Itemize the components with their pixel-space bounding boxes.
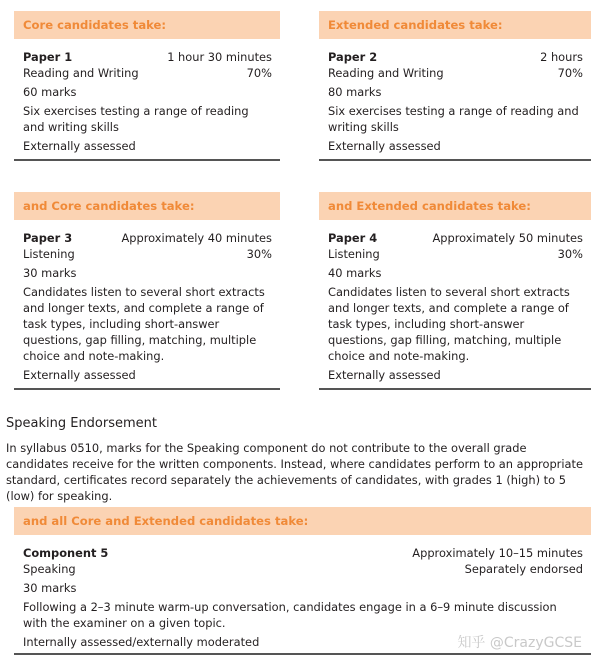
component-duration: Approximately 10–15 minutes (412, 546, 583, 560)
paper-subject: Reading and Writing (23, 66, 139, 80)
core-paper1-header: Core candidates take: (14, 11, 280, 39)
paper-marks: 40 marks (328, 266, 382, 280)
paper-marks: 80 marks (328, 85, 382, 99)
paper-weighting: 30% (246, 247, 272, 261)
paper-marks: 30 marks (23, 266, 77, 280)
paper-assessment: Externally assessed (23, 368, 136, 382)
extended-paper2-header: Extended candidates take: (319, 11, 591, 39)
paper-duration: 1 hour 30 minutes (167, 50, 272, 64)
paper-name: Paper 1 (23, 50, 73, 64)
core-paper1-box (14, 11, 280, 161)
paper-duration: Approximately 50 minutes (432, 231, 583, 245)
extended-paper2-box (319, 11, 591, 161)
component-marks: 30 marks (23, 581, 77, 595)
paper-duration: 2 hours (540, 50, 583, 64)
watermark: 知乎 @CrazyGCSE (457, 635, 582, 651)
component-subject: Speaking (23, 562, 76, 576)
paper-name: Paper 3 (23, 231, 73, 245)
core-paper3-box (14, 192, 280, 390)
component5-header: and all Core and Extended candidates take: (14, 507, 591, 535)
paper-weighting: 70% (246, 66, 272, 80)
paper-duration: Approximately 40 minutes (121, 231, 272, 245)
core-paper3-header: and Core candidates take: (14, 192, 280, 220)
paper-subject: Listening (23, 247, 75, 261)
paper-name: Paper 2 (328, 50, 378, 64)
speaking-endorsement-paragraph: In syllabus 0510, marks for the Speaking component do not contribute to the overall grade candidates receive for the written components. Instead, where candidates perform to an appropriate standard, certificates record separately the achievements of candidates, with grades 1 (high) to 5 (low) for speaking. (6, 441, 583, 503)
component-name: Component 5 (23, 546, 109, 560)
paper-name: Paper 4 (328, 231, 378, 245)
paper-description: Candidates listen to several short extracts and longer texts, and complete a range of task types, including short-answer questions, gap filling, matching, multiple choice and note-making. (328, 285, 570, 363)
component-assessment: Internally assessed/externally moderated (23, 635, 260, 649)
extended-paper4-header: and Extended candidates take: (319, 192, 591, 220)
paper-description: Candidates listen to several short extracts and longer texts, and complete a range of task types, including short-answer questions, gap filling, matching, multiple choice and note-making. (23, 285, 265, 363)
paper-weighting: 70% (557, 66, 583, 80)
component-endorsement: Separately endorsed (464, 562, 583, 576)
extended-paper4-box (319, 192, 591, 390)
component-description: Following a 2–3 minute warm-up conversation, candidates engage in a 6–9 minute discussion with the examiner on a given topic. (23, 600, 557, 630)
speaking-endorsement-title: Speaking Endorsement (6, 416, 158, 431)
paper-assessment: Externally assessed (328, 368, 441, 382)
paper-marks: 60 marks (23, 85, 77, 99)
paper-subject: Listening (328, 247, 380, 261)
paper-weighting: 30% (557, 247, 583, 261)
paper-description: Six exercises testing a range of reading and writing skills (328, 104, 579, 134)
paper-assessment: Externally assessed (23, 139, 136, 153)
paper-description: Six exercises testing a range of reading and writing skills (23, 104, 249, 134)
paper-subject: Reading and Writing (328, 66, 444, 80)
paper-assessment: Externally assessed (328, 139, 441, 153)
